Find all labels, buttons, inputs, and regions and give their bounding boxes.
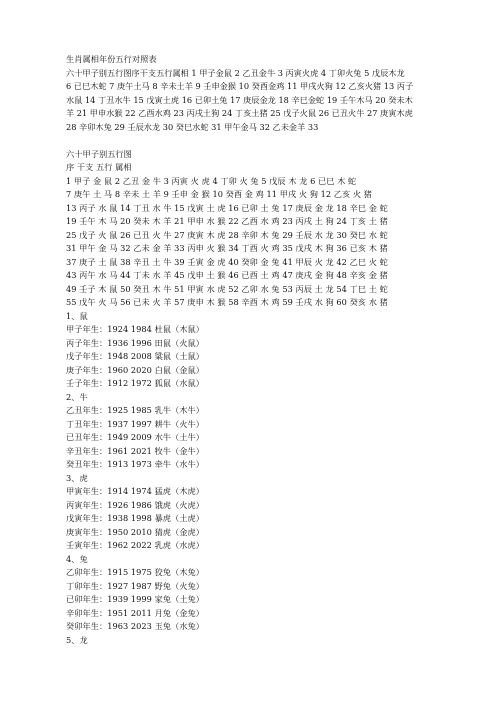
zodiac-section-dragon	[66, 634, 436, 648]
section-heading: 3、虎	[66, 472, 88, 483]
table-row: 43 丙午 水 马 44 丁未 水 羊 45 戊申 土 猴 46 已酉 土 鸡 47 庚戌 金 狗 48 辛亥 金 猪	[66, 270, 388, 280]
intro-paragraph	[66, 67, 436, 135]
intro-line: 六十甲子别五行图序干支五行属相 1 甲子金鼠 2 乙丑金牛 3 丙寅火虎 4 丁卯火兔 5 戊辰木龙	[66, 67, 405, 78]
table-row: 31 甲午 金 马 32 乙未 金 羊 33 丙申 火 猴 34 丁酉 火 鸡 35 戊戌 木 狗 36 已亥 木 猪	[66, 243, 388, 253]
list-item: 癸丑年生：1913 1973 牵牛（水牛）	[66, 459, 204, 469]
table-row: 7 庚午 土 马 8 辛未 土 羊 9 壬申 金 猴 10 癸酉 金 鸡 11 甲戌 火 狗 12 乙亥 火 猪	[66, 189, 373, 199]
section-heading: 4、兔	[66, 553, 88, 564]
table-row: 49 壬子 木 鼠 50 癸丑 木 牛 51 甲寅 水 虎 52 乙卯 水 兔 53 丙辰 土 龙 54 丁巳 土 蛇	[66, 283, 388, 294]
table-title: 六十甲子别五行图	[66, 148, 132, 159]
table-row: 19 壬午 木 马 20 癸未 木 羊 21 甲申 水 猴 22 乙酉 水 鸡 23 丙戌 土 狗 24 丁亥 土 猪	[66, 216, 388, 226]
list-item: 庚寅年生：1950 2010 猜虎（金虎）	[66, 526, 204, 537]
list-item: 已丑年生：1949 2009 水牛（土牛）	[66, 432, 204, 442]
list-item: 丙子年生：1936 1996 田鼠（火鼠）	[66, 337, 204, 348]
table-header: 序 干支 五行 属相	[66, 162, 132, 172]
section-heading: 1、鼠	[66, 310, 88, 321]
zodiac-section-tiger	[66, 472, 436, 553]
table-row: 25 戊子 火 鼠 26 已丑 火 牛 27 庚寅 木 虎 28 辛卯 木 兔 29 壬辰 水 龙 30 癸巳 水 蛇	[66, 229, 388, 240]
ganzhi-table	[66, 175, 436, 310]
intro-line: 水鼠 14 丁丑水牛 15 戊寅土虎 16 已卯土兔 17 庚辰金龙 18 辛巳金蛇 19 壬午木马 20 癸未木	[66, 94, 413, 105]
list-item: 癸卯年生：1963 2023 玉兔（水兔）	[66, 621, 204, 631]
list-item: 乙卯年生：1915 1975 狡兔（木兔）	[66, 567, 204, 577]
list-item: 甲子年生：1924 1984 杜鼠（木鼠）	[66, 324, 204, 334]
list-item: 壬寅年生：1962 2022 乳虎（水虎）	[66, 540, 204, 550]
list-item: 已卯年生：1939 1999 家兔（土兔）	[66, 594, 204, 604]
list-item: 丁丑年生：1937 1997 耕牛（火牛）	[66, 418, 204, 429]
document-title: 生肖属相年份五行对照表	[66, 54, 157, 64]
document-page	[66, 53, 436, 647]
table-row: 37 庚子 土 鼠 38 辛丑 土 牛 39 壬寅 金 虎 40 癸卯 金 兔 41 甲辰 火 龙 42 乙巳 火 蛇	[66, 256, 388, 267]
list-item: 壬子年生：1912 1972 狐鼠（水鼠）	[66, 378, 204, 388]
list-item: 庚子年生：1960 2020 白鼠（金鼠）	[66, 364, 204, 375]
list-item: 丁卯年生：1927 1987 野兔（火兔）	[66, 580, 204, 591]
list-item: 丙寅年生：1926 1986 饿虎（火虎）	[66, 499, 204, 510]
list-item: 戊寅年生：1938 1998 暴虎（土虎）	[66, 513, 204, 523]
list-item: 辛丑年生：1961 2021 牧牛（金牛）	[66, 445, 204, 456]
intro-line: 羊 21 甲申水猴 22 乙酉水鸡 23 丙戌土狗 24 丁亥土猪 25 戊子火鼠 26 已丑火牛 27 庚寅木虎	[66, 108, 413, 118]
blank-line	[66, 134, 436, 148]
list-item: 辛卯年生：1951 2011 月兔（金兔）	[66, 607, 204, 618]
table-row: 1 甲子 金 鼠 2 乙丑 金 牛 3 丙寅 火 虎 4 丁卯 火 兔 5 戊辰 木 龙 6 已巳 木 蛇	[66, 175, 357, 186]
section-heading: 2、牛	[66, 391, 88, 402]
zodiac-section-rabbit	[66, 553, 436, 634]
section-heading: 5、龙	[66, 634, 88, 645]
table-row: 13 丙子 水 鼠 14 丁丑 水 牛 15 戊寅 土 虎 16 已卯 土 兔 17 庚辰 金 龙 18 辛巳 金 蛇	[66, 202, 388, 213]
intro-line: 28 辛卯木兔 29 壬辰水龙 30 癸巳水蛇 31 甲午金马 32 乙未金羊 33	[66, 121, 319, 132]
zodiac-section-ox	[66, 391, 436, 472]
list-item: 戊子年生：1948 2008 粱鼠（土鼠）	[66, 351, 204, 361]
list-item: 甲寅年生：1914 1974 猛虎（木虎）	[66, 486, 204, 496]
table-row: 55 戊午 火 马 56 已未 火 羊 57 庚申 木 猴 58 辛酉 木 鸡 59 壬戌 水 狗 60 癸亥 水 猪	[66, 297, 388, 307]
list-item: 乙丑年生：1925 1985 乳牛（木牛）	[66, 405, 204, 415]
zodiac-section-rat	[66, 310, 436, 391]
intro-line: 6 已巳木蛇 7 庚午土马 8 辛未土羊 9 壬申金猴 10 癸酉金鸡 11 甲戌火狗 12 乙亥火猪 13 丙子	[66, 81, 414, 91]
